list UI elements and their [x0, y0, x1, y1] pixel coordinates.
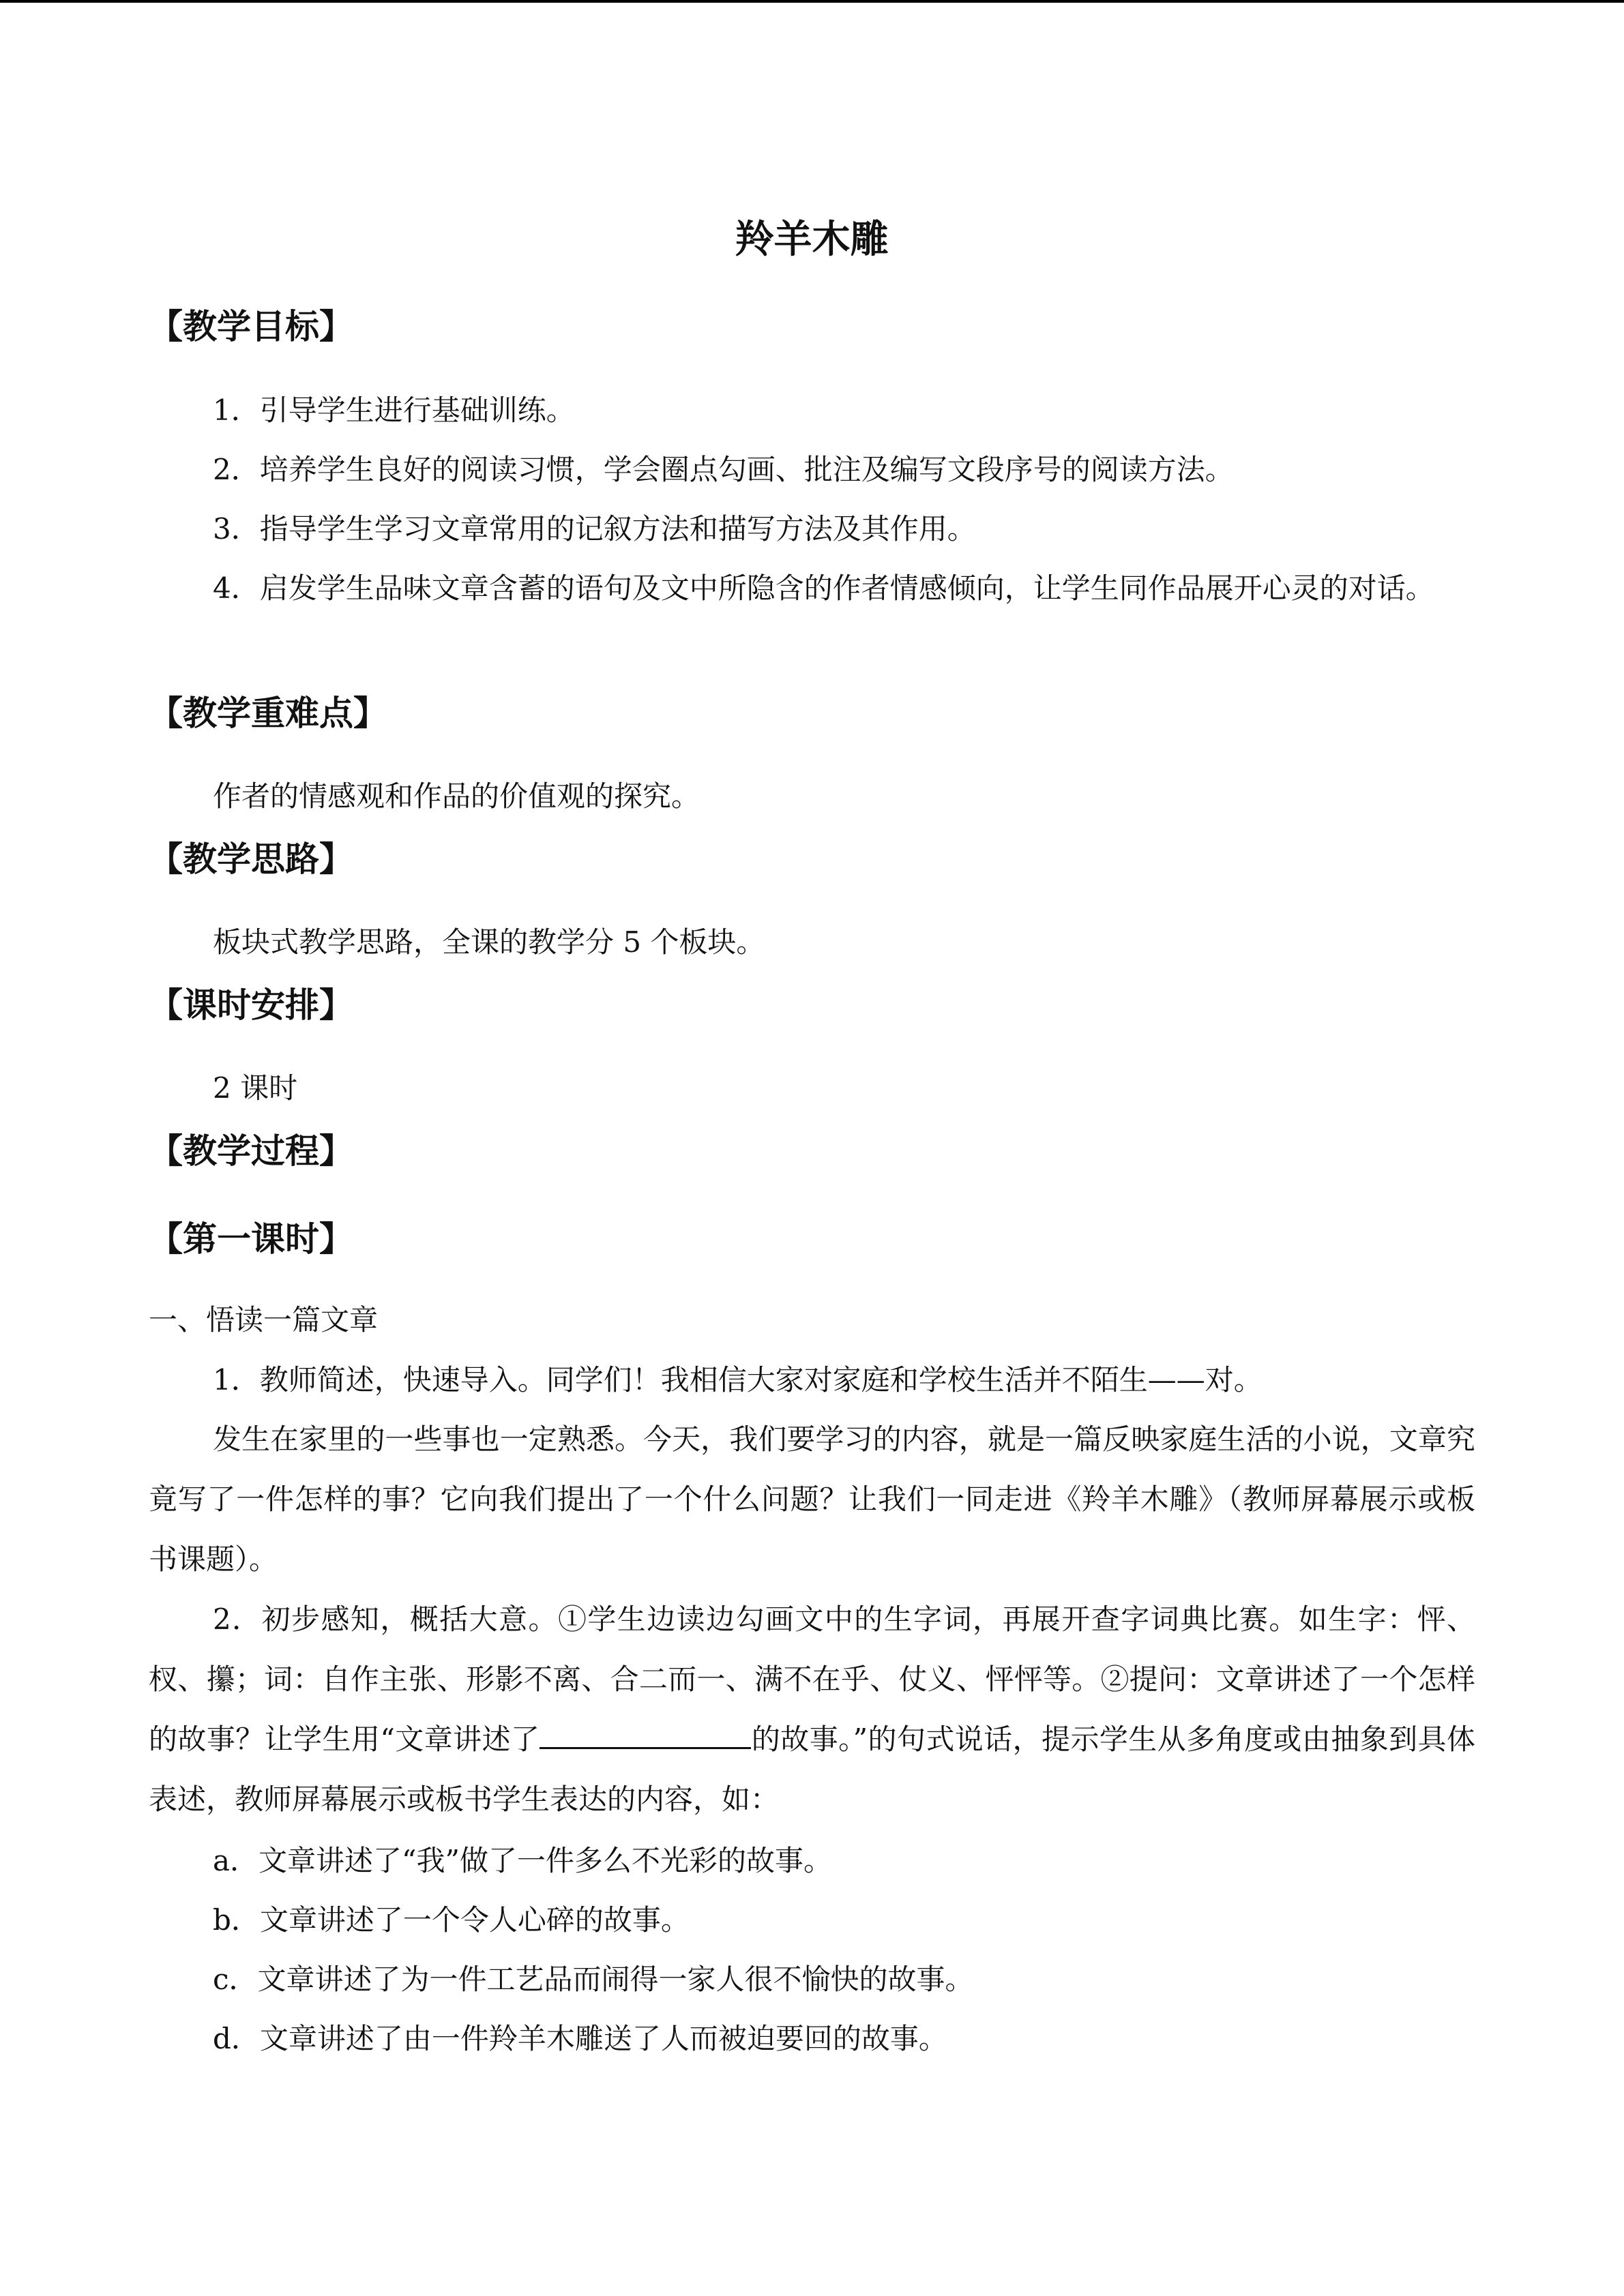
- heading-teaching-approach: 【教学思路】: [149, 839, 353, 879]
- step-1-intro: 1．教师简述，快速导入。同学们！我相信大家对家庭和学校生活并不陌生——对。: [213, 1363, 1263, 1397]
- top-border-rule: [0, 0, 1624, 3]
- document-title: 羚羊木雕: [735, 218, 889, 262]
- schedule-text: 2 课时: [213, 1071, 298, 1105]
- difficulty-text: 作者的情感观和作品的价值观的探究。: [213, 779, 700, 813]
- part-one-heading: 一、悟读一篇文章: [149, 1303, 379, 1337]
- goal-item-2: 2．培养学生良好的阅读习惯，学会圈点勾画、批注及编写文段序号的阅读方法。: [213, 453, 1234, 486]
- heading-first-lesson: 【第一课时】: [149, 1219, 353, 1259]
- step-2-text-after-blank: 的故事。”的句式说话，提示学生从多角度或由抽象到具体表述，教师屏幕展示或板书学生表达的内容，如：: [149, 1723, 1475, 1816]
- answer-b: b．文章讲述了一个令人心碎的故事。: [213, 1903, 690, 1937]
- answer-a: a．文章讲述了“我”做了一件多么不光彩的故事。: [213, 1844, 832, 1877]
- fill-in-blank-line: [540, 1720, 751, 1749]
- heading-teaching-goals: 【教学目标】: [149, 307, 353, 346]
- heading-key-difficulties: 【教学重难点】: [149, 694, 387, 733]
- step-2-text-before-blank: 2．初步感知，概括大意。①学生边读边勾画文中的生字词，再展开查字词典比赛。如生字：怦、杈、攥；词：自作主张、形影不离、合二而一、满不在乎、仗义、怦怦等。②提问：文章讲述了一个怎样的故事？让学生用“文章讲述了: [149, 1602, 1475, 1756]
- heading-schedule: 【课时安排】: [149, 985, 353, 1025]
- step-2-paragraph: [149, 1590, 1475, 1830]
- approach-text: 板块式教学思路，全课的教学分 5 个板块。: [213, 925, 765, 959]
- goal-item-1: 1．引导学生进行基础训练。: [213, 393, 575, 427]
- step-1-body: 发生在家里的一些事也一定熟悉。今天，我们要学习的内容，就是一篇反映家庭生活的小说，文章究竟写了一件怎样的事？它向我们提出了一个什么问题？让我们一同走进《羚羊木雕》（教师屏幕展示或板书课题）。: [149, 1422, 1475, 1576]
- goal-item-4: 4．启发学生品味文章含蓄的语句及文中所隐含的作者情感倾向，让学生同作品展开心灵的对话。: [213, 571, 1434, 605]
- answer-d: d．文章讲述了由一件羚羊木雕送了人而被迫要回的故事。: [213, 2022, 947, 2055]
- goal-item-3: 3．指导学生学习文章常用的记叙方法和描写方法及其作用。: [213, 512, 976, 546]
- answer-c: c．文章讲述了为一件工艺品而闹得一家人很不愉快的故事。: [213, 1963, 974, 1996]
- heading-teaching-process: 【教学过程】: [149, 1131, 353, 1171]
